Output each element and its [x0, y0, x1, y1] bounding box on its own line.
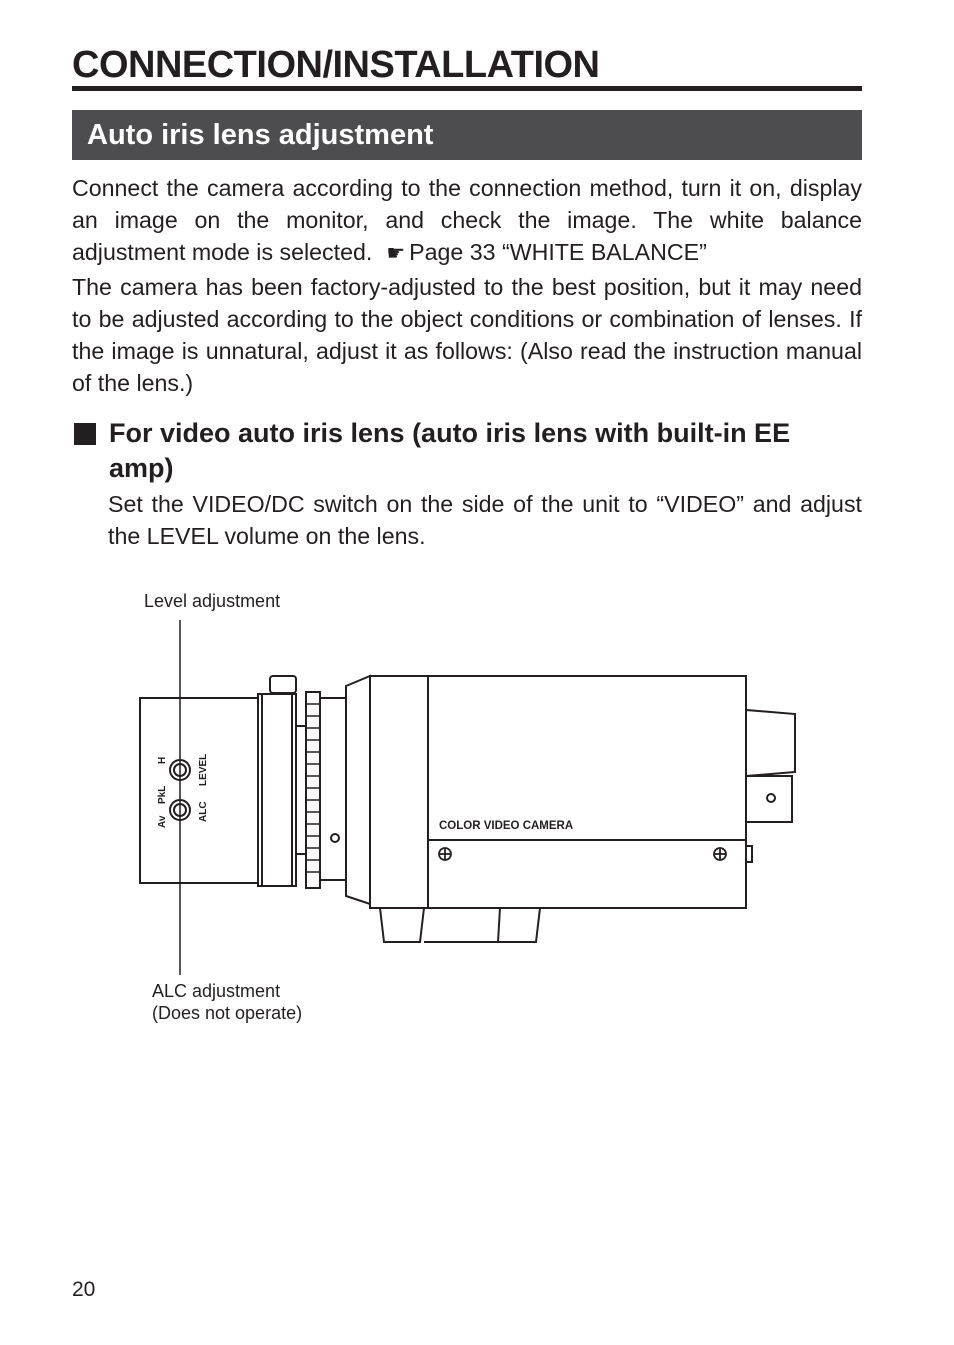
pointing-hand-icon: ☛	[386, 242, 406, 266]
alc-callout-note: (Does not operate)	[152, 1003, 303, 1023]
intro-paragraph-2: The camera has been factory-adjusted to the best position, but it may need to be adjusted according to the object conditions or combination of lenses. If the image is unnatural, adjust it as follows: (Also read the instruction manual of the lens.)	[72, 273, 862, 397]
level-callout: Level adjustment	[144, 591, 281, 611]
page-title: CONNECTION/INSTALLATION	[72, 44, 600, 86]
lens-label-alc: ALC	[198, 801, 209, 822]
rear-indicator-icon	[767, 794, 775, 802]
page-reference: Page 33 “WHITE BALANCE”	[409, 239, 707, 266]
intro-sentence: Connect the camera according to the connection method, turn it on, display an image on the monitor, and check the image. The white balance adjustment mode is selected.	[72, 175, 862, 266]
camera-label: COLOR VIDEO CAMERA	[439, 820, 574, 832]
bottom-mount	[380, 908, 424, 942]
mount-screw-icon	[331, 834, 339, 842]
lens-top-knob	[270, 676, 296, 693]
lens-ring	[258, 694, 296, 886]
alc-callout: ALC adjustment	[152, 981, 281, 1001]
lens-label-h: H	[157, 756, 168, 764]
subsection-title: For video auto iris lens (auto iris lens with built-in EE amp)	[109, 418, 791, 483]
rear-connector	[746, 710, 795, 776]
lens-label-av: Av	[157, 815, 168, 828]
lens-label-level: LEVEL	[198, 753, 209, 786]
camera-body	[370, 676, 746, 908]
lens-label-pkl: PkL	[157, 785, 168, 804]
focus-ring	[306, 692, 320, 888]
section-title: Auto iris lens adjustment	[87, 119, 434, 151]
knurl-lines	[306, 704, 320, 872]
subsection-body: Set the VIDEO/DC switch on the side of the unit to “VIDEO” and adjust the LEVEL volume on the lens.	[108, 491, 862, 549]
page-number: 20	[72, 1278, 96, 1301]
